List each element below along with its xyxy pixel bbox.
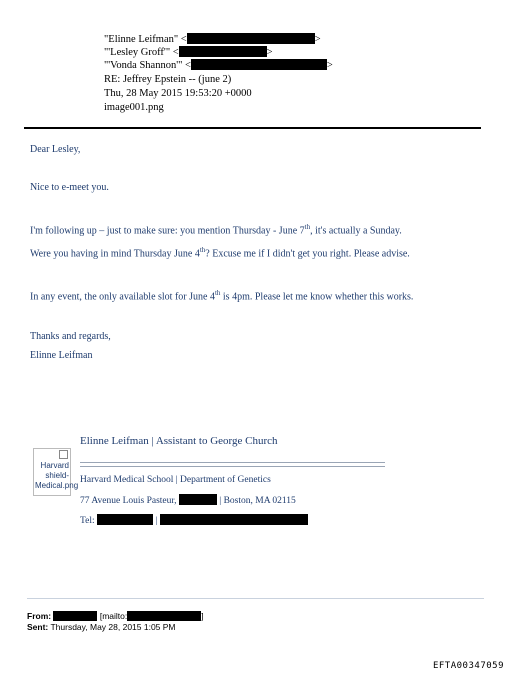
signature-tel <box>80 514 308 526</box>
redaction <box>191 59 327 70</box>
body-line-4 <box>30 289 413 302</box>
signature-logo-image <box>33 448 79 496</box>
broken-image-icon <box>59 450 68 459</box>
body-line-2 <box>30 223 402 236</box>
greeting: Dear Lesley, <box>30 144 81 155</box>
forward-divider <box>27 598 484 599</box>
redaction <box>179 494 217 505</box>
signature-name-title: Elinne Leifman | Assistant to George Church <box>80 435 278 447</box>
redaction <box>97 514 153 525</box>
to-tail: > <box>266 47 273 58</box>
superscript: th <box>199 246 206 254</box>
cc-value <box>104 59 333 72</box>
inline-images-value: image001.png <box>104 102 164 113</box>
body-line-2-b: , it's actually a Sunday. <box>310 225 402 237</box>
tel-separator: | <box>155 516 158 526</box>
forward-mailto: [mailto: <box>99 611 128 621</box>
tel-label: Tel: <box>80 516 95 526</box>
signature-address <box>80 494 296 506</box>
signature-divider <box>80 466 385 467</box>
signoff: Elinne Leifman <box>30 350 93 361</box>
redaction <box>179 46 267 57</box>
cc-tail: > <box>326 60 333 71</box>
forward-from <box>27 611 204 621</box>
from-tail: > <box>314 34 321 45</box>
address-street: 77 Avenue Louis Pasteur, <box>80 496 177 506</box>
body-line-3-b: ? Excuse me if I didn't get you right. Please advise. <box>205 248 410 260</box>
forward-sent-value: Thursday, May 28, 2015 1:05 PM <box>50 622 176 632</box>
body-line-3 <box>30 246 410 259</box>
subject-value: RE: Jeffrey Epstein -- (june 2) <box>104 74 232 85</box>
body-line-3-a: Were you having in mind Thursday June 4 <box>30 248 200 260</box>
redaction <box>160 514 308 525</box>
body-line-4-a: In any event, the only available slot for June 4 <box>30 291 215 303</box>
superscript: th <box>304 223 311 231</box>
to-value <box>104 46 273 59</box>
image-alt-text: Harvard shield-Medical.png <box>35 461 79 490</box>
forward-from-label: From: <box>27 611 52 621</box>
closing: Thanks and regards, <box>30 331 111 342</box>
document-id: EFTA00347059 <box>432 661 504 671</box>
date-value: Thu, 28 May 2015 19:53:20 +0000 <box>104 88 252 99</box>
signature-org: Harvard Medical School | Department of Genetics <box>80 475 271 485</box>
forward-sent <box>27 622 176 632</box>
from-name: "Elinne Leifman" < <box>104 34 187 45</box>
address-city: | Boston, MA 02115 <box>219 496 296 506</box>
cc-name: "'Vonda Shannon'" < <box>104 60 191 71</box>
body-line-4-b: is 4pm. Please let me know whether this works. <box>220 291 414 303</box>
body-line-1: Nice to e-meet you. <box>30 182 109 193</box>
to-name: "'Lesley Groff'" < <box>104 47 179 58</box>
redaction <box>127 611 204 621</box>
redaction <box>53 611 97 621</box>
superscript: th <box>214 289 221 297</box>
forward-sent-label: Sent: <box>27 622 49 632</box>
signature-divider <box>80 462 385 463</box>
header-divider <box>24 127 481 129</box>
from-value <box>104 33 321 46</box>
forward-mailto-end: ] <box>201 611 204 621</box>
redaction <box>187 33 315 44</box>
body-line-2-a: I'm following up – just to make sure: you mention Thursday - June 7 <box>30 225 305 237</box>
